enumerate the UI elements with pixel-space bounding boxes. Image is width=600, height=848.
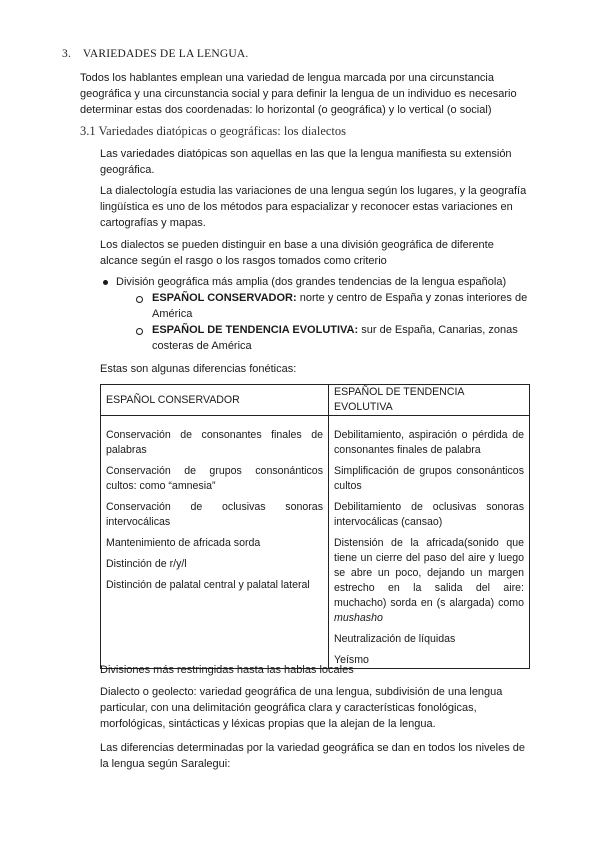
table-item: Conservación de grupos consonánticos cultos: como “amnesia” <box>106 465 323 492</box>
p6-line: la lengua según Saralegui: <box>100 758 231 770</box>
subitem-line: América <box>152 308 193 320</box>
p5-line: particular, con una delimitación geográfica clara y características fonológicas, <box>100 702 477 714</box>
table-cell-left <box>101 416 329 669</box>
table-item: Debilitamiento, aspiración o pérdida de consonantes finales de palabra <box>334 429 524 456</box>
section-number: 3. <box>62 48 72 60</box>
section-heading <box>62 48 248 60</box>
p2-line: La dialectología estudia las variaciones de una lengua según los lugares, y la geografía <box>100 185 527 197</box>
table-item: Mantenimiento de africada sorda <box>106 537 261 549</box>
table-header-row <box>101 385 530 416</box>
table-item-italic: mushasho <box>334 612 383 624</box>
paragraph-divisions: Divisiones más restringidas hasta las hablas locales <box>100 664 354 676</box>
p3-line: Los dialectos se pueden distinguir en base a una división geográfica de diferente <box>100 239 494 251</box>
paragraph-geolect <box>100 684 529 732</box>
subitem-text: norte y centro de España y zonas interiores de <box>299 292 528 304</box>
p6-line: Las diferencias determinadas por la variedad geográfica se dan en todos los niveles de <box>100 742 525 754</box>
table-cell-right <box>329 416 530 669</box>
table-item: Yeísmo <box>334 654 369 666</box>
subitem-line <box>152 290 529 306</box>
table-item: Distinción de palatal central y palatal lateral <box>106 579 310 591</box>
p1-line: Las variedades diatópicas son aquellas en las que la lengua manifiesta su extensión <box>100 148 512 160</box>
intro-line: determinar estas dos coordenadas: lo horizontal (o geográfica) y lo vertical (o social) <box>80 104 492 116</box>
subitem-conservador <box>152 290 529 322</box>
subitem-line: costeras de América <box>152 340 252 352</box>
table-row <box>101 416 530 669</box>
bullet-dot-icon <box>103 280 108 285</box>
subitem-line <box>152 322 529 338</box>
paragraph-dialects <box>100 237 529 269</box>
bullet-item: División geográfica más amplia (dos grandes tendencias de la lengua española) <box>116 276 507 288</box>
intro-line: Todos los hablantes emplean una variedad de lengua marcada por una circunstancia <box>80 72 494 84</box>
p3-line: alcance según el rasgo o los rasgos tomados como criterio <box>100 255 387 267</box>
table-intro: Estas son algunas diferencias fonéticas: <box>100 363 297 375</box>
table-item: Simplificación de grupos consonánticos cultos <box>334 465 524 492</box>
paragraph-dialectology <box>100 183 529 231</box>
subsection-heading: 3.1 Variedades diatópicas o geográficas: los dialectos <box>80 124 347 138</box>
circle-bullet-icon <box>136 296 143 303</box>
p5-line: morfológicas, sintácticas y léxicas propias que la alejan de la lengua. <box>100 718 436 730</box>
p1-line: geográfica. <box>100 164 155 176</box>
phonetic-differences-table <box>100 384 530 669</box>
table-item: Conservación de oclusivas sonoras intervocálicas <box>106 501 323 528</box>
subitem-label: ESPAÑOL CONSERVADOR: <box>152 292 297 304</box>
table-item: Neutralización de líquidas <box>334 633 456 645</box>
p2-line: lingüística es uno de los métodos para espacializar y reconocer estas variaciones en <box>100 201 513 213</box>
paragraph-diatopic <box>100 146 529 178</box>
circle-bullet-icon <box>136 328 143 335</box>
table-item <box>334 536 524 626</box>
table-header-conservador: ESPAÑOL CONSERVADOR <box>101 385 329 416</box>
p2-line: cartografías y mapas. <box>100 217 206 229</box>
table-item: Debilitamiento de oclusivas sonoras intervocálicas (cansao) <box>334 501 524 528</box>
p5-line: Dialecto o geolecto: variedad geográfica de una lengua, subdivisión de una lengua <box>100 686 503 698</box>
intro-line: geográfica y una circunstancia social y para definir la lengua de un individuo es necesario <box>80 88 517 100</box>
table-item: Conservación de consonantes finales de palabras <box>106 429 323 456</box>
subitem-text: sur de España, Canarias, zonas <box>361 324 518 336</box>
section-title: VARIEDADES DE LA LENGUA. <box>82 48 249 60</box>
table-item: Distinción de r/y/l <box>106 558 187 570</box>
table-header-evolutiva: ESPAÑOL DE TENDENCIA EVOLUTIVA <box>329 385 530 416</box>
table-item-text: Distensión de la africada(sonido que tiene un cierre del paso del aire y luego se abre un poco, dejando un margen estrecho en la salida del aire: muchacho) sorda en (s alargada) como <box>334 537 524 609</box>
subitem-label: ESPAÑOL DE TENDENCIA EVOLUTIVA: <box>152 324 359 336</box>
subitem-evolutiva <box>152 322 529 354</box>
paragraph-saralegui <box>100 740 529 772</box>
intro-paragraph <box>80 70 528 118</box>
